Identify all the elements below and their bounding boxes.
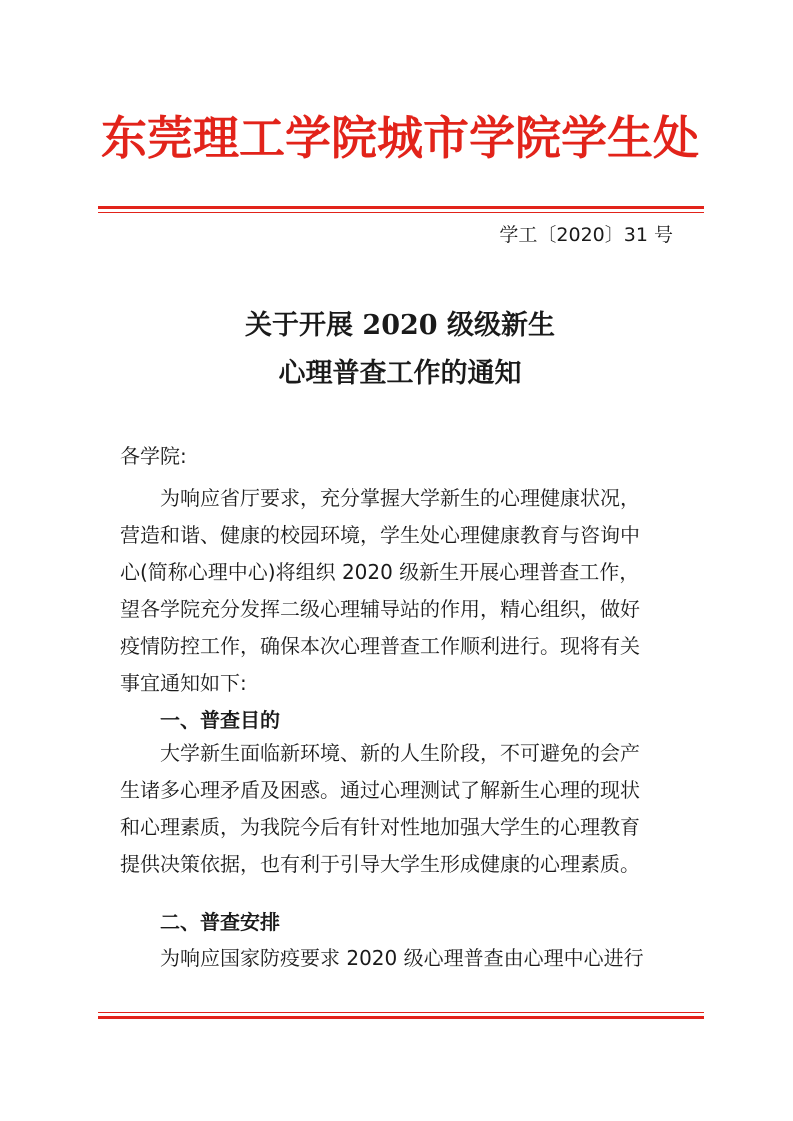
document-title-line-1: 关于开展 2020 级级新生	[245, 310, 555, 341]
section-heading-purpose: 一、普查目的	[160, 708, 280, 732]
footer-rule-thin	[98, 1012, 704, 1013]
footer-rule-thick	[98, 1016, 704, 1019]
paragraph-line: 心(简称心理中心)将组织 2020 级新生开展心理普查工作，	[120, 560, 640, 584]
paragraph-line: 提供决策依据，也有利于引导大学生形成健康的心理素质。	[120, 852, 640, 876]
paragraph-line: 和心理素质，为我院今后有针对性地加强大学生的心理教育	[120, 815, 640, 839]
intro-paragraph	[120, 480, 640, 702]
salutation: 各学院:	[120, 444, 187, 468]
purpose-paragraph	[120, 735, 640, 883]
paragraph-line: 为响应国家防疫要求 2020 级心理普查由心理中心进行	[160, 946, 644, 970]
paragraph-line: 生诸多心理矛盾及困惑。通过心理测试了解新生心理的现状	[120, 778, 640, 802]
document-title-line-2: 心理普查工作的通知	[278, 358, 522, 389]
arrangement-paragraph	[120, 940, 644, 977]
letterhead-title: 东莞理工学院城市学院学生处	[101, 111, 699, 165]
paragraph-line: 营造和谐、健康的校园环境，学生处心理健康教育与咨询中	[120, 523, 640, 547]
paragraph-line: 疫情防控工作，确保本次心理普查工作顺利进行。现将有关	[120, 634, 640, 658]
paragraph-line: 为响应省厅要求，充分掌握大学新生的心理健康状况，	[160, 486, 640, 510]
document-number: 学工〔2020〕31 号	[499, 224, 673, 246]
paragraph-line: 大学新生面临新环境、新的人生阶段，不可避免的会产	[160, 741, 640, 765]
section-heading-arrangement: 二、普查安排	[160, 910, 280, 934]
paragraph-line: 望各学院充分发挥二级心理辅导站的作用，精心组织，做好	[120, 597, 640, 621]
paragraph-line: 事宜通知如下:	[120, 671, 247, 695]
letterhead-rule-thick	[98, 206, 704, 209]
letterhead-rule-thin	[98, 212, 704, 213]
